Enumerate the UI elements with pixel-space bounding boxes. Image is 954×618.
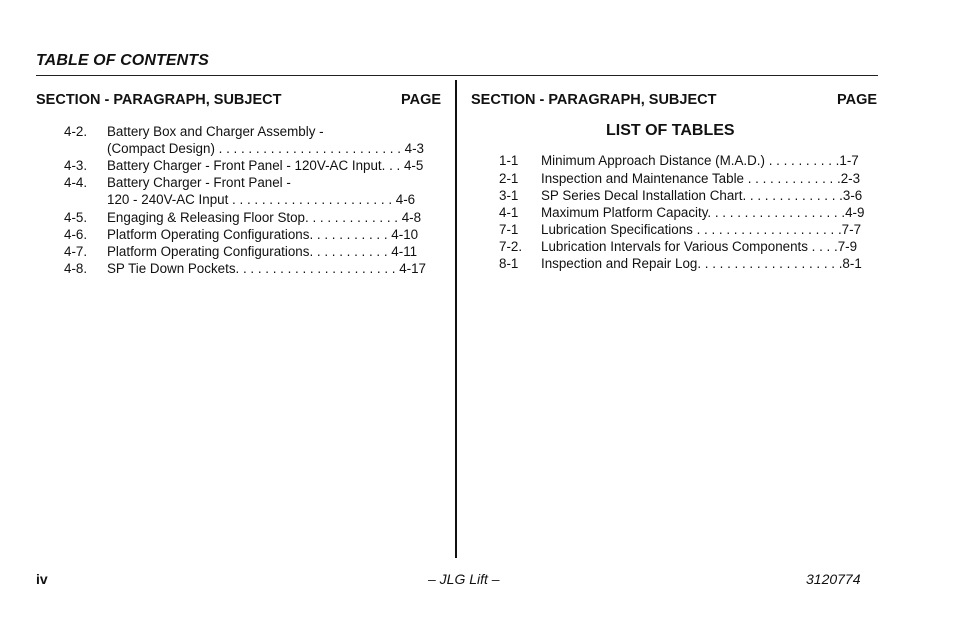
toc-text: Battery Box and Charger Assembly - <box>107 124 324 139</box>
toc-number: 4-6. <box>64 227 88 242</box>
toc-number: 4-7. <box>64 244 88 259</box>
right-column-heading-page: PAGE <box>837 92 878 108</box>
toc-text: Platform Operating Configurations. . . . . . . . . . . 4-11 <box>107 244 418 259</box>
table-number: 7-1 <box>499 222 519 237</box>
table-text: Inspection and Maintenance Table . . . . . . . . . . . . .2-3 <box>541 171 861 186</box>
table-text: Maximum Platform Capacity. . . . . . . . . . . . . . . . . . .4-9 <box>541 205 865 220</box>
left-column-heading-page: PAGE <box>401 92 442 108</box>
footer-document-number: 3120774 <box>806 571 861 587</box>
toc-text: SP Tie Down Pockets. . . . . . . . . . . . . . . . . . . . . . 4-17 <box>107 261 427 276</box>
toc-number: 4-8. <box>64 261 88 276</box>
toc-number: 4-5. <box>64 210 88 225</box>
footer-publisher: – JLG Lift – <box>428 571 500 587</box>
toc-text: Battery Charger - Front Panel - <box>107 175 291 190</box>
table-number: 8-1 <box>499 256 519 271</box>
column-divider <box>455 80 457 558</box>
table-number: 3-1 <box>499 188 519 203</box>
toc-number: 4-3. <box>64 158 88 173</box>
toc-text: Battery Charger - Front Panel - 120V-AC Input. . . 4-5 <box>107 158 424 173</box>
toc-text: 120 - 240V-AC Input . . . . . . . . . . . . . . . . . . . . . . 4-6 <box>107 192 416 207</box>
header-rule <box>36 75 878 76</box>
toc-text: (Compact Design) . . . . . . . . . . . . . . . . . . . . . . . . . 4-3 <box>107 141 424 156</box>
table-text: SP Series Decal Installation Chart. . . . . . . . . . . . . .3-6 <box>541 188 863 203</box>
table-text: Minimum Approach Distance (M.A.D.) . . . . . . . . . .1-7 <box>541 153 859 168</box>
table-number: 1-1 <box>499 153 519 168</box>
right-column-heading-subject: SECTION - PARAGRAPH, SUBJECT <box>471 92 717 108</box>
page-header-title: TABLE OF CONTENTS <box>36 52 209 69</box>
footer-page-number: iv <box>36 571 48 587</box>
table-text: Lubrication Intervals for Various Components . . . .7-9 <box>541 239 858 254</box>
list-of-tables-title: LIST OF TABLES <box>606 122 735 139</box>
toc-text: Engaging & Releasing Floor Stop. . . . . . . . . . . . . 4-8 <box>107 210 422 225</box>
toc-number: 4-2. <box>64 124 88 139</box>
table-number: 2-1 <box>499 171 519 186</box>
table-number: 7-2. <box>499 239 523 254</box>
left-column-heading-subject: SECTION - PARAGRAPH, SUBJECT <box>36 92 282 108</box>
table-text: Lubrication Specifications . . . . . . . . . . . . . . . . . . . .7-7 <box>541 222 862 237</box>
table-text: Inspection and Repair Log. . . . . . . . . . . . . . . . . . . .8-1 <box>541 256 862 271</box>
table-number: 4-1 <box>499 205 519 220</box>
toc-number: 4-4. <box>64 175 88 190</box>
toc-text: Platform Operating Configurations. . . . . . . . . . . 4-10 <box>107 227 419 242</box>
